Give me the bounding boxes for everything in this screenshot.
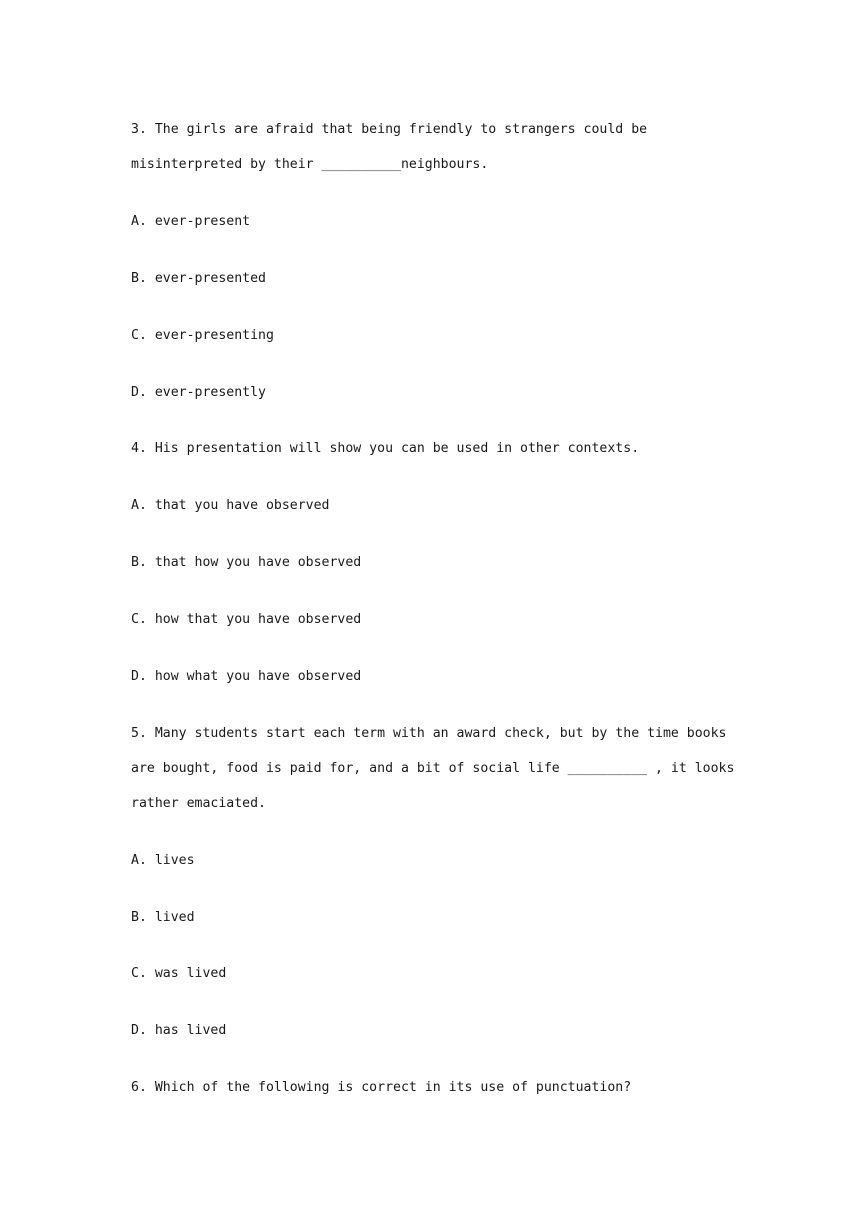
question-5-option-a: A. lives — [131, 853, 195, 868]
question-3-stem-line-1: 3. The girls are afraid that being friendly to strangers could be — [131, 122, 648, 137]
question-4-option-a: A. that you have observed — [131, 498, 330, 513]
question-4-stem-line-1: 4. His presentation will show you can be used in other contexts. — [131, 441, 640, 456]
question-5-stem-line-1: 5. Many students start each term with an award check, but by the time books — [131, 726, 727, 741]
question-3-option-b: B. ever-presented — [131, 271, 266, 286]
question-3-option-c: C. ever-presenting — [131, 328, 274, 343]
question-3-option-d: D. ever-presently — [131, 385, 266, 400]
question-5-stem-line-2: are bought, food is paid for, and a bit of social life __________ , it looks — [131, 761, 735, 776]
question-3-stem-line-2: misinterpreted by their __________neighbours. — [131, 157, 489, 172]
question-5-option-b: B. lived — [131, 910, 195, 925]
question-4-option-c: C. how that you have observed — [131, 612, 362, 627]
question-5-option-d: D. has lived — [131, 1023, 227, 1038]
question-4-option-d: D. how what you have observed — [131, 669, 362, 684]
question-6-stem-line-1: 6. Which of the following is correct in its use of punctuation? — [131, 1080, 632, 1095]
question-5-stem-line-3: rather emaciated. — [131, 796, 266, 811]
question-5-option-c: C. was lived — [131, 966, 227, 981]
question-4-option-b: B. that how you have observed — [131, 555, 362, 570]
question-3-option-a: A. ever-present — [131, 214, 251, 229]
